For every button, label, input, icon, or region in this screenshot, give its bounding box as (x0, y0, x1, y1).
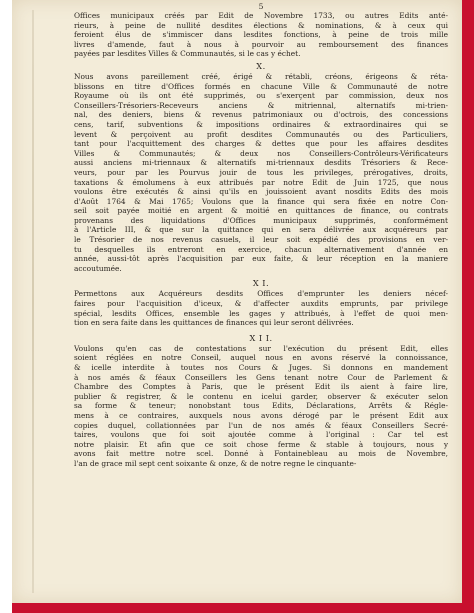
text-line: taires, voulons que foi soit ajoutée comme à l'original : Car tel est (74, 430, 448, 440)
text-line: seil soit payée moitié en argent & moitié en quittances de finance, ou contrats (74, 206, 448, 216)
text-line: tant pour l'acquittement des charges & dettes que pour les affaires desdites (74, 139, 448, 149)
text-line: l'an de grace mil sept cent soixante & onze, & de notre regne le cinquante- (74, 458, 357, 468)
text-line: d'Août 1764 & Mai 1765; Voulons que la finance qui sera fixée en notre Con- (74, 196, 448, 206)
text-line: blissons en titre d'Offices formés en chacune Ville & Communauté de notre (74, 81, 448, 91)
paragraph-article-xii (74, 344, 448, 469)
text-line: Royaume où ils ont été supprimés, ou s'exerçent par commission, deux nos (74, 91, 448, 101)
text-line: Chambre des Comptes à Paris, que le présent Edit ils aient à faire lire, (74, 382, 448, 392)
paragraph-intro (74, 11, 448, 59)
text-line: année, aussi-tôt après l'acquisition par eux faite, & leur réception en la maniere (74, 254, 448, 264)
page-number: 5 (258, 2, 264, 11)
text-line: Conseillers-Trésoriers-Receveurs anciens & mitriennal, alternatifs mi-trien- (74, 100, 448, 110)
text-line: notre plaisir. Et afin que ce soit chose ferme & stable à toujours, nous y (74, 439, 448, 449)
scan-left-margin (0, 0, 12, 613)
text-line: sa forme & teneur; nonobstant tous Edits, Déclarations, Arrêts & Régle- (74, 401, 448, 411)
text-line: veurs, pour par les Pourvus jouir de tous les privileges, prérogatives, droits, (74, 167, 448, 177)
text-line: feroient élus de s'immiscer dans lesdites fonctions, à peine de trois mille (74, 30, 448, 40)
text-line: taxations & émolumens à eux attribués par notre Edit de Juin 1725, que nous (74, 177, 448, 187)
text-line: voulons être exécutés & ainsi qu'ils en jouissoient avant nosdits Edits des mois (74, 187, 448, 197)
text-line: livres d'amende, faut à nous à pourvoir au remboursement des finances (74, 39, 448, 49)
text-line: provenans des liquidations d'Offices municipaux supprimés, conformément (74, 215, 448, 225)
text-line: Nous avons pareillement créé, érigé & rétabli, créons, érigeons & réta- (74, 71, 448, 81)
text-line: nal, des deniers, biens & revenus patrimoniaux ou d'octrois, des concessions (74, 110, 448, 120)
text-line: à l'Article III, & que sur la quittance qui en sera délivrée aux acquéreurs par (74, 225, 448, 235)
text-line: Villes & Communautés; & deux nos Conseillers-Contrôleurs-Vérificateurs (74, 148, 448, 158)
binding-gutter (32, 10, 34, 593)
text-line: Offices municipaux créés par Edit de Novembre 1733, ou autres Edits anté- (74, 11, 448, 20)
text-line: faires pour l'acquisition d'iceux, & d'affecter auxdits emprunts, par privilege (74, 299, 448, 309)
text-line: à nos amés & féaux Conseillers les Gens tenant notre Cour de Parlement & (74, 372, 448, 382)
text-line: Voulons qu'en cas de contestations sur l'exécution du présent Edit, elles (74, 343, 448, 353)
text-line: tu desquelles ils entreront en exercice, chacun alternativement d'année en (74, 244, 448, 254)
red-edge-right (462, 0, 474, 613)
document-text (74, 2, 448, 469)
text-line: & icelle interdite à toutes nos Cours & Juges. Si donnons en mandement (74, 363, 448, 372)
paragraph-article-x (74, 72, 448, 273)
red-edge-bottom (12, 603, 474, 613)
text-line: avons fait mettre notre scel. Donné à Fontainebleau au mois de Novembre, (74, 449, 448, 459)
text-line: rieurs, à peine de nullité desdites élections & nominations, & à ceux qui (74, 20, 448, 30)
text-line: levent & perçoivent au profit desdites Communautés ou des Particuliers, (74, 129, 448, 139)
section-heading-xii: X I I. (249, 332, 273, 343)
text-line: payées par lesdites Villes & Communautés, si le cas y échet. (74, 49, 301, 59)
section-heading-x: X. (256, 60, 266, 71)
text-line: cens, tarif, subventions & impositions ordinaires & extraordinaires qui se (74, 119, 448, 129)
text-line: spécial, lesdits Offices, ensemble les gages y attribués, à l'effet de quoi men- (74, 308, 448, 318)
text-line: Permettons aux Acquéreurs desdits Offices d'emprunter les deniers nécef- (74, 289, 448, 299)
text-line: aussi anciens mi-triennaux & alternatifs mi-triennaux desdits Trésoriers & Rece- (74, 158, 448, 168)
paragraph-article-xi (74, 289, 448, 327)
section-heading-xi: X I. (252, 278, 270, 289)
text-line: mens à ce contraires, auxquels nous avons dérogé par le présent Edit aux (74, 410, 448, 420)
text-line: soient réglées en notre Conseil, auquel nous en avons réservé la connoissance, (74, 353, 448, 363)
text-line: publier & registrer, & le contenu en icelui garder, observer & exécuter selon (74, 391, 448, 401)
text-line: accoutumée. (74, 263, 122, 273)
text-line: copies duquel, collationnées par l'un de nos amés & féaux Conseillers Secré- (74, 420, 448, 430)
text-line: le Trésorier de nos revenus casuels, il leur soit expédié des provisions en ver- (74, 235, 448, 245)
text-line: tion en sera faite dans les quittances de finances qui leur seront délivrées. (74, 318, 354, 328)
